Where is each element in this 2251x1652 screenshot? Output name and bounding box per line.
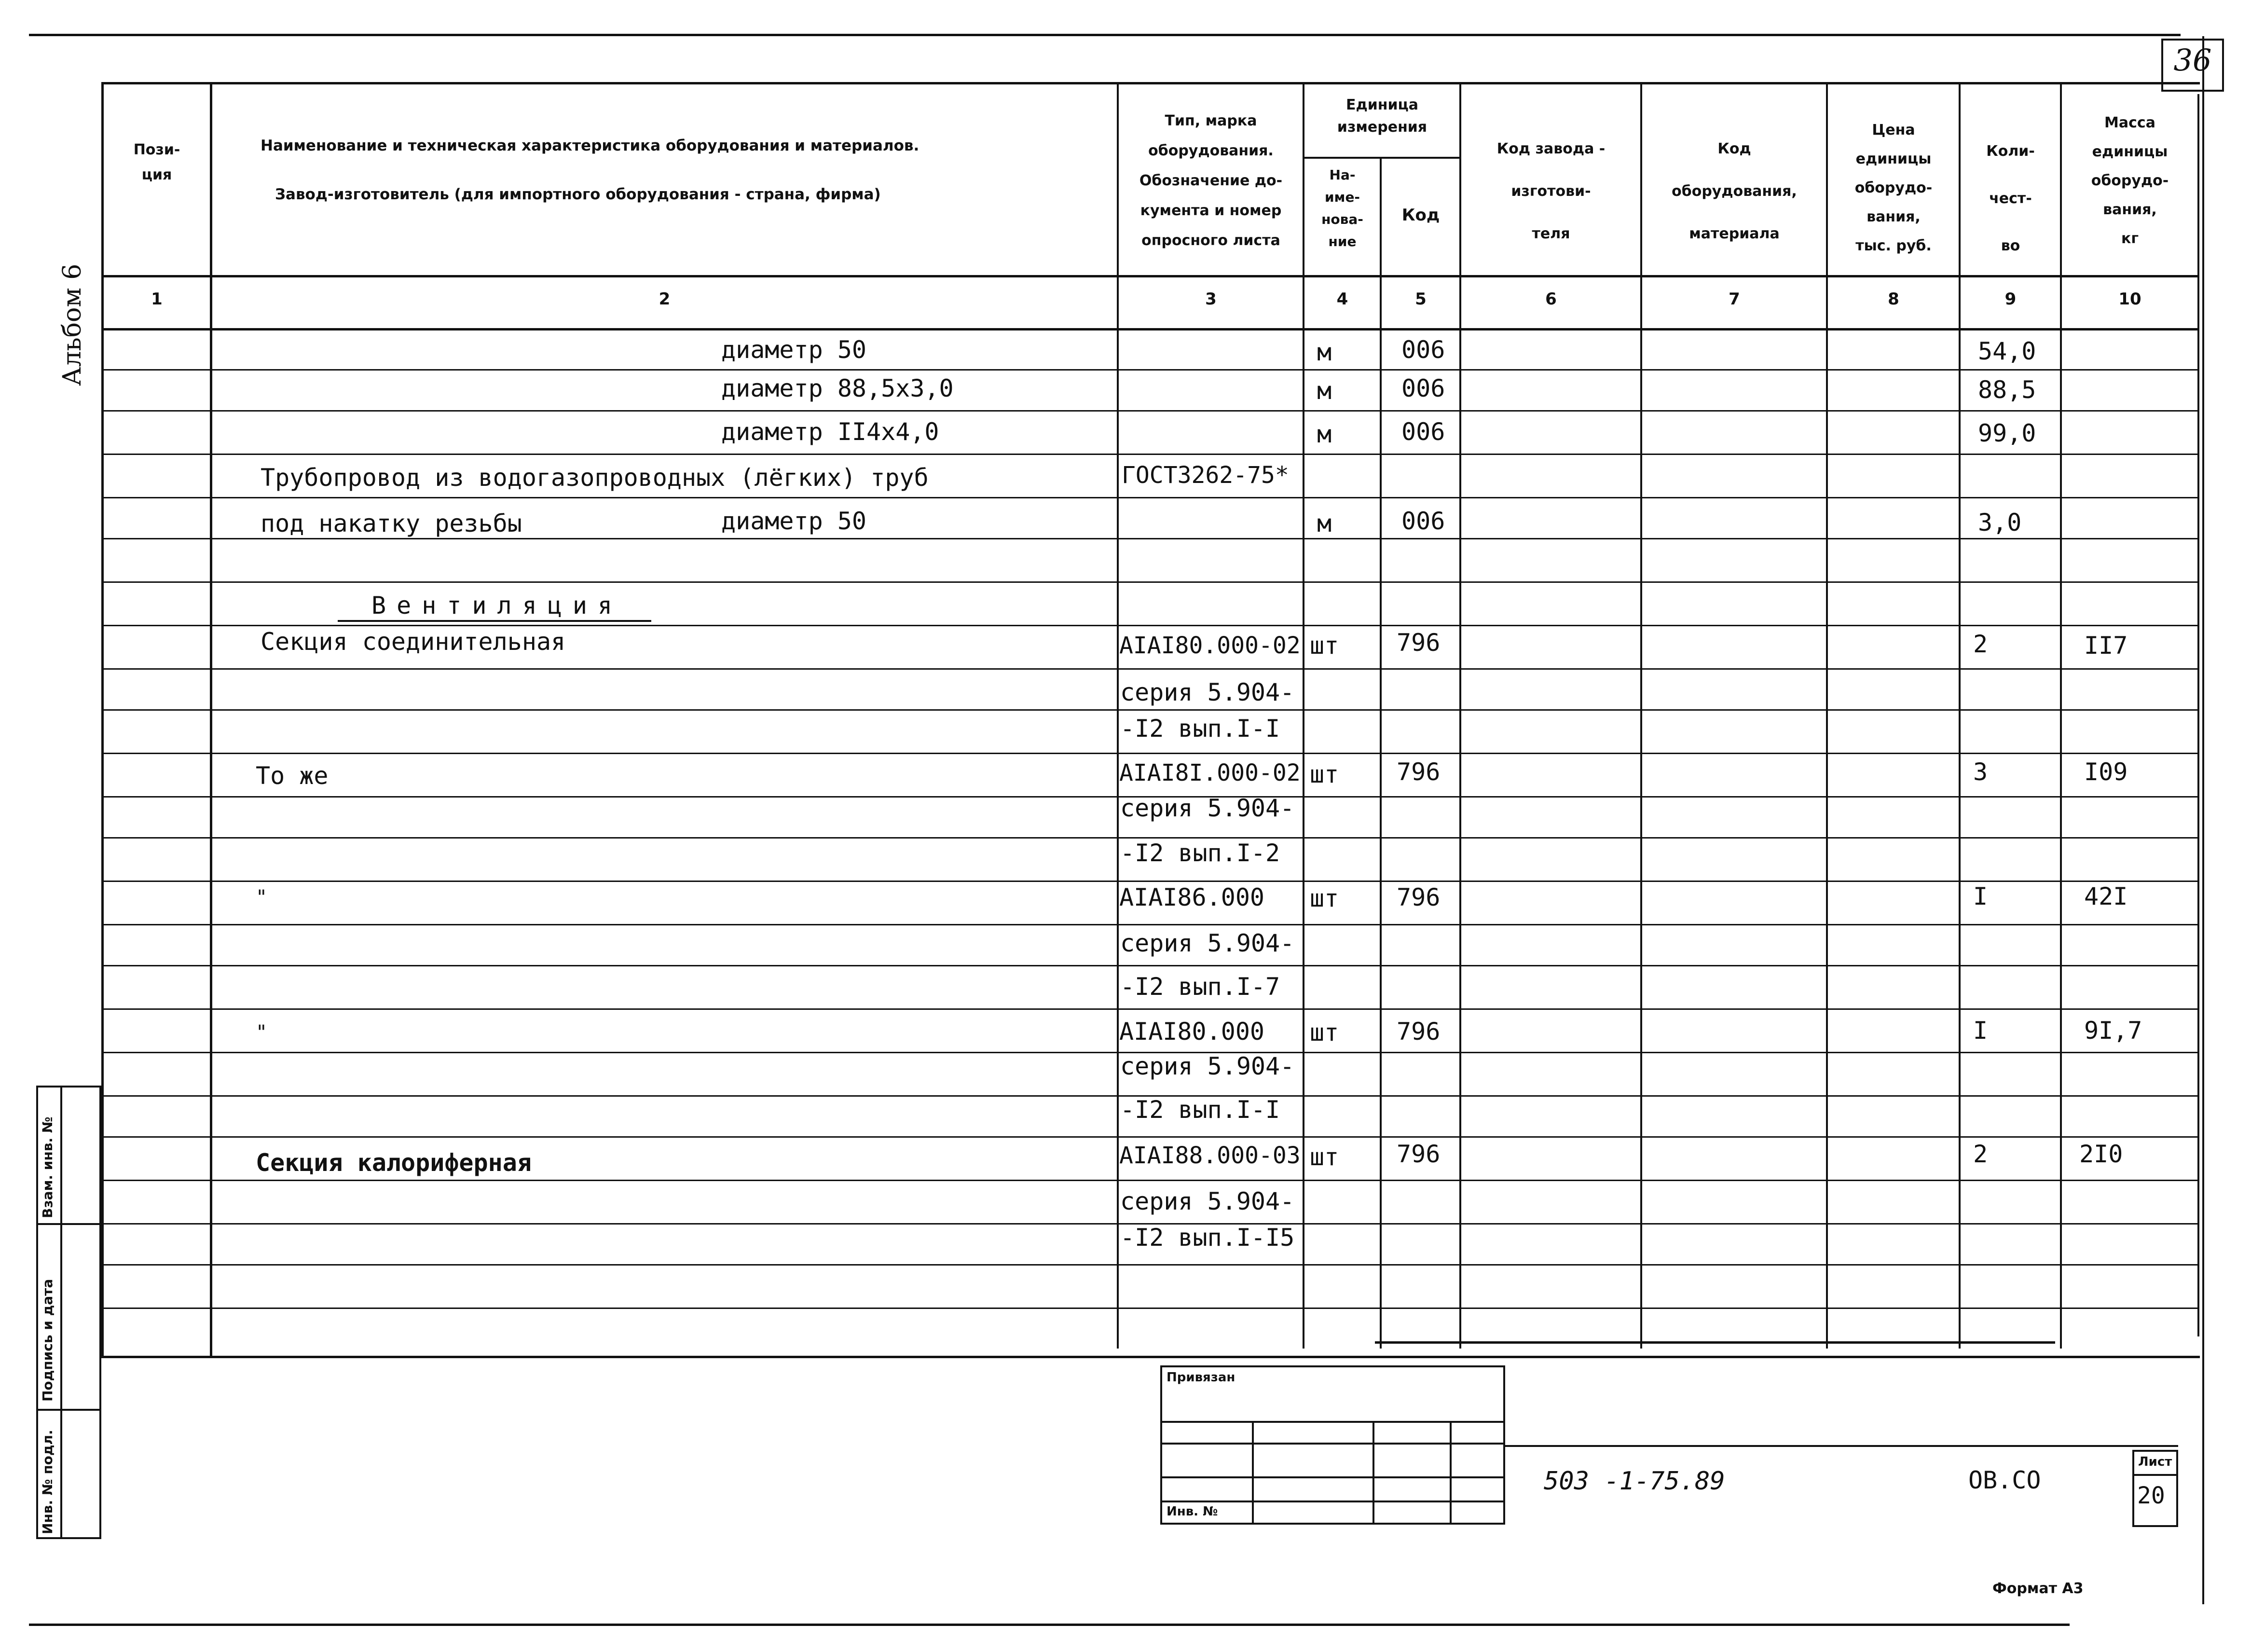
row-name: Секция калориферная bbox=[256, 1149, 532, 1177]
row-name: Секция соединительная bbox=[261, 628, 566, 656]
row-qty: 2 bbox=[1973, 1140, 1988, 1168]
row-line bbox=[101, 538, 2197, 539]
row-line bbox=[101, 709, 2197, 711]
row-qty: 3,0 bbox=[1978, 509, 2022, 537]
row-unit: шт bbox=[1310, 760, 1339, 788]
side-stamp-line bbox=[36, 1409, 101, 1411]
table-body-bottom bbox=[1375, 1341, 2055, 1344]
right-sheet-line bbox=[2202, 36, 2204, 1604]
album-label: Альбом 6 bbox=[58, 263, 87, 386]
row-line bbox=[101, 924, 2197, 925]
row-line bbox=[101, 1136, 2197, 1138]
privyazan-col bbox=[1450, 1421, 1452, 1525]
row-line bbox=[101, 454, 2197, 455]
row-line bbox=[101, 625, 2197, 626]
header-factory-code: Код завода - изготови- теля bbox=[1496, 140, 1606, 242]
row-type: серия 5.904- bbox=[1120, 1187, 1295, 1215]
row-unit: шт bbox=[1310, 1019, 1339, 1046]
row-type: -I2 вып.I-I5 bbox=[1120, 1224, 1295, 1252]
row-type: -I2 вып.I-2 bbox=[1120, 839, 1280, 867]
row-code: 796 bbox=[1397, 883, 1441, 911]
row-unit: м bbox=[1317, 420, 1332, 448]
privyazan-label: Привязан bbox=[1167, 1370, 1235, 1385]
row-type: серия 5.904- bbox=[1120, 1052, 1295, 1080]
row-line bbox=[101, 753, 2197, 754]
row-line bbox=[101, 1308, 2197, 1309]
header-name-line2: Завод-изготовитель (для импортного оборудования - страна, фирма) bbox=[275, 186, 881, 203]
privyazan-line bbox=[1160, 1476, 1505, 1478]
row-type: AIAI80.000-02 bbox=[1119, 632, 1301, 659]
row-unit: м bbox=[1317, 338, 1332, 366]
stamp-vzam-inv: Взам. инв. № bbox=[40, 1116, 55, 1218]
row-type: AIAI88.000-03 bbox=[1119, 1142, 1301, 1169]
sheet-number: 20 bbox=[2137, 1482, 2165, 1509]
colnum-4: 4 bbox=[1336, 289, 1348, 309]
row-qty: 54,0 bbox=[1978, 337, 2036, 365]
colnum-7: 7 bbox=[1729, 289, 1740, 309]
header-price: Цена единицы оборудо- вания, тыс. руб. bbox=[1854, 122, 1933, 254]
row-code: 006 bbox=[1401, 418, 1445, 446]
header-quantity: Коли- чест- во bbox=[1986, 143, 2035, 254]
row-line bbox=[101, 668, 2197, 670]
row-qty: 99,0 bbox=[1978, 419, 2036, 447]
row-type: AIAI80.000 bbox=[1119, 1018, 1265, 1046]
row-line bbox=[101, 1180, 2197, 1181]
row-unit: м bbox=[1317, 377, 1332, 405]
colnum-10: 10 bbox=[2118, 289, 2141, 309]
inv-number-label: Инв. № bbox=[1167, 1504, 1218, 1519]
document-code: 503 -1-75.89 bbox=[1544, 1467, 1725, 1496]
row-type: серия 5.904- bbox=[1120, 794, 1295, 822]
row-mass: I09 bbox=[2084, 758, 2128, 786]
section-underline bbox=[338, 620, 651, 622]
header-unit-name: На- име- нова- ние bbox=[1321, 167, 1363, 249]
sheet-box-line bbox=[2132, 1474, 2178, 1476]
header-unit: Единица измерения bbox=[1337, 96, 1427, 136]
privyazan-line bbox=[1160, 1421, 1505, 1423]
colnum-5: 5 bbox=[1415, 289, 1427, 309]
table-right-border bbox=[2197, 94, 2199, 1336]
row-line bbox=[101, 410, 2197, 412]
header-bottom-line bbox=[101, 275, 2197, 277]
side-stamp-divider bbox=[60, 1086, 62, 1539]
header-equipment-code: Код оборудования, материала bbox=[1672, 140, 1797, 242]
top-sheet-line bbox=[29, 34, 2181, 36]
stamp-main-line bbox=[1505, 1445, 2178, 1447]
col-line-6 bbox=[1640, 84, 1642, 1349]
row-name-extra: диаметр 50 bbox=[721, 507, 867, 535]
ditto-mark: " bbox=[256, 886, 268, 909]
row-name: диаметр 88,5х3,0 bbox=[721, 374, 954, 402]
privyazan-line bbox=[1160, 1501, 1505, 1502]
row-mass: II7 bbox=[2084, 632, 2128, 660]
page-number: 36 bbox=[2173, 42, 2212, 78]
row-unit: шт bbox=[1310, 632, 1339, 660]
col-line-8 bbox=[1959, 84, 1961, 1349]
bottom-sheet-line bbox=[29, 1624, 2070, 1626]
colnum-3: 3 bbox=[1205, 289, 1217, 309]
row-unit: шт bbox=[1310, 884, 1339, 912]
row-code: 796 bbox=[1397, 1018, 1441, 1046]
row-qty: I bbox=[1973, 1017, 1988, 1045]
row-line bbox=[101, 965, 2197, 966]
row-code: 006 bbox=[1401, 374, 1445, 402]
stamp-podpis-data: Подпись и дата bbox=[40, 1279, 55, 1402]
format-label: Формат А3 bbox=[1992, 1580, 2084, 1597]
row-line bbox=[101, 497, 2197, 498]
header-unit-code: Код bbox=[1401, 206, 1440, 225]
row-line bbox=[101, 581, 2197, 583]
colnum-6: 6 bbox=[1545, 289, 1557, 309]
colnum-bottom-line bbox=[101, 328, 2197, 330]
row-mass: 2I0 bbox=[2079, 1140, 2123, 1168]
col-line-5 bbox=[1459, 84, 1461, 1349]
side-stamp-line bbox=[36, 1223, 101, 1225]
row-type: AIAI8I.000-02 bbox=[1119, 759, 1301, 786]
col-line-9 bbox=[2060, 84, 2062, 1349]
row-qty: 3 bbox=[1973, 758, 1988, 786]
col-line-3 bbox=[1303, 84, 1304, 1349]
row-type: серия 5.904- bbox=[1120, 678, 1295, 706]
row-line bbox=[101, 1008, 2197, 1010]
header-name-line1: Наименование и техническая характеристика оборудования и материалов. bbox=[261, 137, 920, 154]
privyazan-col bbox=[1373, 1421, 1374, 1525]
row-type: -I2 вып.I-7 bbox=[1120, 973, 1280, 1001]
privyazan-line bbox=[1160, 1443, 1505, 1445]
row-unit: шт bbox=[1310, 1143, 1339, 1171]
row-name: То же bbox=[256, 762, 329, 790]
row-unit: м bbox=[1317, 509, 1332, 537]
col-line-2 bbox=[1117, 84, 1119, 1349]
row-type: серия 5.904- bbox=[1120, 929, 1295, 957]
row-name: под накатку резьбы bbox=[261, 509, 522, 537]
row-type: ГОСТ3262-75* bbox=[1122, 462, 1289, 489]
row-mass: 9I,7 bbox=[2084, 1017, 2142, 1045]
row-qty: 2 bbox=[1973, 630, 1988, 658]
colnum-9: 9 bbox=[2004, 289, 2017, 309]
row-line bbox=[101, 1264, 2197, 1266]
row-code: 006 bbox=[1401, 336, 1445, 364]
sheet-label: Лист bbox=[2138, 1455, 2172, 1469]
row-line bbox=[101, 369, 2197, 371]
row-qty: I bbox=[1973, 882, 1988, 910]
header-type: Тип, марка оборудования. Обозначение до- кумента и номер опросного листа bbox=[1139, 112, 1283, 249]
row-qty: 88,5 bbox=[1978, 376, 2036, 404]
row-code: 796 bbox=[1397, 629, 1441, 657]
colnum-8: 8 bbox=[1888, 289, 1899, 309]
row-type: AIAI86.000 bbox=[1119, 883, 1265, 911]
row-code: 796 bbox=[1397, 1140, 1441, 1168]
unit-header-divider bbox=[1303, 157, 1459, 159]
row-mass: 42I bbox=[2084, 882, 2128, 910]
row-code: 796 bbox=[1397, 758, 1441, 786]
document-mark: ОВ.СО bbox=[1968, 1466, 2041, 1494]
stamp-inv-podl: Инв. № подл. bbox=[40, 1430, 55, 1534]
colnum-2: 2 bbox=[659, 289, 671, 309]
row-name: Трубопровод из водогазопроводных (лёгких) труб bbox=[261, 464, 929, 492]
row-name: диаметр 50 bbox=[721, 336, 867, 364]
col-line-7 bbox=[1826, 84, 1828, 1349]
colnum-1: 1 bbox=[151, 289, 163, 309]
row-type: -I2 вып.I-I bbox=[1120, 1096, 1280, 1124]
header-position: Пози- ция bbox=[133, 141, 180, 183]
section-heading: Вентиляция bbox=[371, 592, 623, 620]
ditto-mark: " bbox=[256, 1021, 268, 1044]
row-name: диаметр II4х4,0 bbox=[721, 418, 939, 446]
privyazan-col bbox=[1252, 1421, 1254, 1525]
row-code: 006 bbox=[1401, 507, 1445, 535]
row-line bbox=[101, 881, 2197, 882]
header-mass: Масса единицы оборудо- вания, кг bbox=[2091, 114, 2169, 247]
row-type: -I2 вып.I-I bbox=[1120, 715, 1280, 743]
